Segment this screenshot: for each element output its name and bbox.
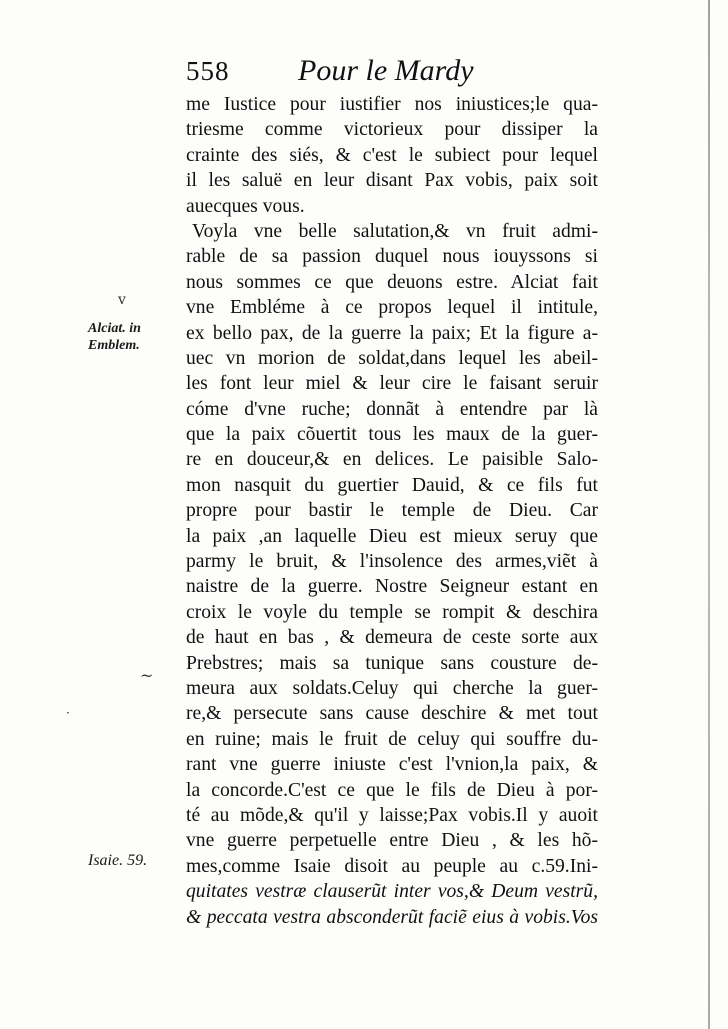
text-line: naistre de la guerre. Nostre Seigneur estant en [186,576,598,598]
text-line: la paix ,an laquelle Dieu est mieux seruy que [186,525,598,547]
margin-mark: ~ [140,666,154,685]
text-line: de haut en bas , & demeura de ceste sorte aux [186,627,598,649]
text-line: mon nasquit du guertier Dauid, & ce fils fut [186,474,598,496]
margin-mark: v [118,292,126,308]
text-line: la concorde.C'est ce que le fils de Dieu à por- [186,779,598,801]
text-line: cóme d'vne ruche; donnãt à entendre par là [186,398,598,420]
text-line: quitates vestræ clauserũt inter vos,& Deum vestrũ, [186,881,598,903]
text-line: vne guerre perpetuelle entre Dieu , & les hõ- [186,830,598,852]
text-line: nous sommes ce que deuons estre. Alciat fait [186,271,598,293]
text-line: rant vne guerre iniuste c'est l'vnion,la paix, & [186,754,598,776]
text-line: re en douceur,& en delices. Le paisible Salo- [186,449,598,471]
text-line: il les saluë en leur disant Pax vobis, paix soit [186,170,598,192]
text-line: uec vn morion de soldat,dans lequel les abeil- [186,347,598,369]
text-line: Voyla vne belle salutation,& vn fruit admi- [192,220,598,242]
margin-note-line: Alciat. in [88,321,141,336]
text-line: vne Embléme à ce propos lequel il intitule, [186,297,598,319]
text-line: mes,comme Isaie disoit au peuple au c.59.Ini- [186,855,598,877]
text-line: croix le voyle du temple se rompit & deschira [186,601,598,623]
text-line: les font leur miel & leur cire le faisant seruir [186,373,598,395]
margin-note-alciat [88,320,172,354]
margin-note-line: Emblem. [88,338,140,353]
text-line: Prebstres; mais sa tunique sans cousture de- [186,652,598,674]
page-number: 558 [186,56,230,86]
text-line: crainte des siés, & c'est le subiect pour lequel [186,144,598,166]
body-text [186,92,598,930]
text-line: auecques vous. [186,195,305,217]
text-line: triesme comme victorieux pour dissiper la [186,119,598,141]
text-line: re,& persecute sans cause deschire & met tout [186,703,598,725]
text-line: parmy le bruit, & l'insolence des armes,viẽt à [186,551,598,573]
text-line: ex bello pax, de la guerre la paix; Et la figure a- [186,322,598,344]
text-line: que la paix cõuertit tous les maux de la guer- [186,424,598,446]
text-line: meura aux soldats.Celuy qui cherche la guer- [186,677,598,699]
margin-note-isaie: Isaie. 59. [88,852,148,869]
text-line: propre pour bastir le temple de Dieu. Car [186,500,598,522]
page-gutter-edge [708,0,710,1029]
text-line: té au mõde,& qu'il y laisse;Pax vobis.Il y auoit [186,804,598,826]
running-title: Pour le Mardy [298,54,474,87]
text-line: rable de sa passion duquel nous iouyssons si [186,246,598,268]
text-line: me Iustice pour iustifier nos iniustices;le qua- [186,94,598,115]
page-header [186,56,596,96]
margin-mark: · [66,706,70,720]
text-line: & peccata vestra absconderũt faciẽ eius à vobis.Vos [186,906,598,928]
text-line: en ruine; mais le fruit de celuy qui souffre du- [186,728,598,750]
